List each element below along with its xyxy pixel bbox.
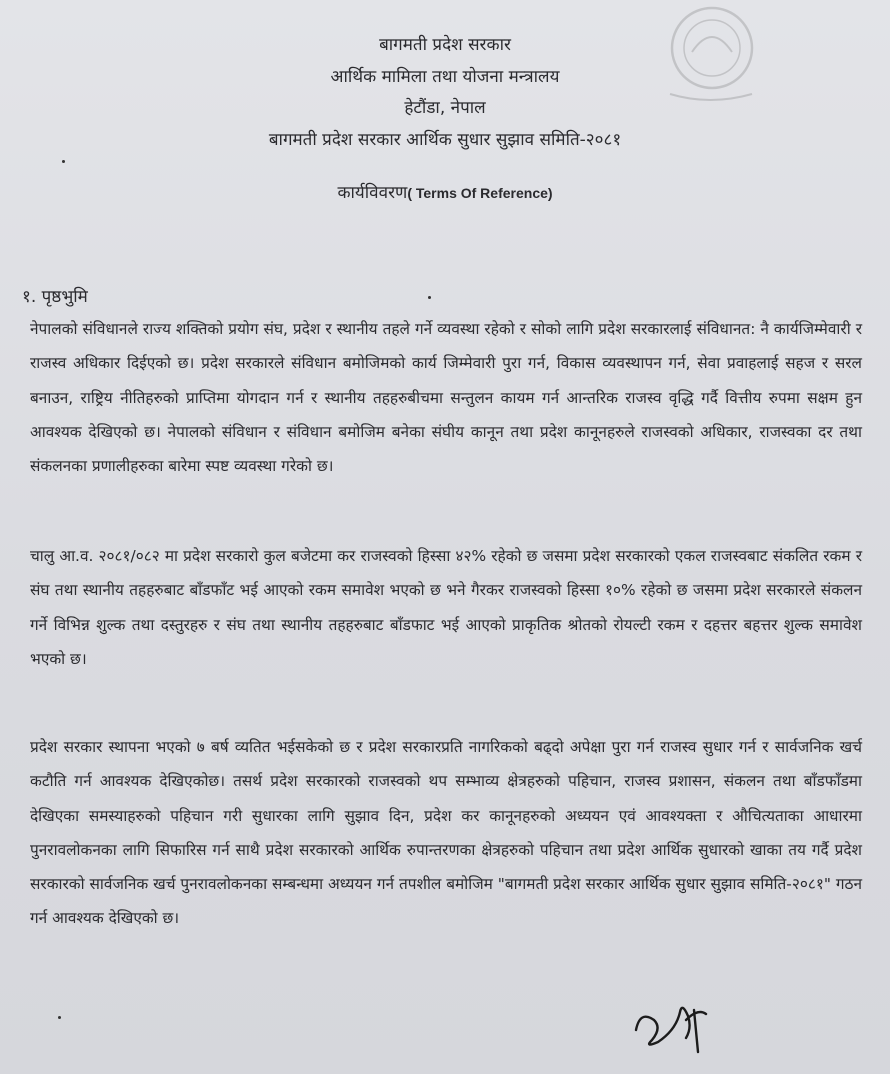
tor-close-paren: ) — [547, 185, 553, 201]
tor-nepali: कार्यविवरण — [337, 183, 408, 203]
paragraph-committee-formation: प्रदेश सरकार स्थापना भएको ७ बर्ष व्यतित भईसकेको छ र प्रदेश सरकारप्रति नागरिकको बढ्दो अपेक्षा पुरा गर्न राजस्व सुधार गर्न र सार्वजनिक खर्च कटौति गर्न आवश्यक देखिएकोछ। तसर्थ प्रदेश सरकारको राजस्वको थप सम्भाव्य क्षेत्रहरुको पहिचान, राजस्व प्रशासन, संकलन तथा बाँडफाँडमा देखिएका समस्याहरुको पहिचान गरी सुधारका लागि सुझाव दिन, प्रदेश कर कानूनहरुको अध्ययन एवं आवश्यक्ता र औचित्यताका आधारमा पुनरावलोकनका लागि सिफारिस गर्न साथै प्रदेश सरकारको आर्थिक रुपान्तरणका क्षेत्रहरुको पहिचान तथा प्रदेश आर्थिक सुधारको खाका तय गर्दै प्रदेश सरकारको सार्वजनिक खर्च पुनरावलोकनका सम्बन्धमा अध्ययन गर्न तपशील बमोजिम "बागमती प्रदेश सरकार आर्थिक सुधार सुझाव समिति-२०८१" गठन गर्न आवश्यक देखिएको छ। — [30, 738, 862, 928]
speck-mark — [428, 296, 431, 299]
paragraph-budget: चालु आ.व. २०८१/०८२ मा प्रदेश सरकारो कुल बजेटमा कर राजस्वको हिस्सा ४२% रहेको छ जसमा प्रदेश सरकारको एकल राजस्वबाट संकलित रकम र संघ तथा स्थानीय तहहरुबाट बाँडफाँट भई आएको रकम समावेश भएको छ भने गैरकर राजस्वको हिस्सा १०% रहेको छ जसमा प्रदेश सरकारले संकलन गर्ने विभिन्न शुल्क तथा दस्तुरहरु र संघ तथा स्थानीय तहहरुबाट बाँडफाट भई आएको प्राकृतिक श्रोतको रोयल्टी रकम र दहत्तर बहत्तर शुल्क समावेश भएको छ। — [30, 547, 862, 668]
signature-mark — [628, 990, 718, 1060]
tor-english: Terms Of Reference — [411, 185, 548, 201]
tor-open-paren: ( — [407, 185, 412, 201]
paragraph-constitution: नेपालको संविधानले राज्य शक्तिको प्रयोग संघ, प्रदेश र स्थानीय तहले गर्ने व्यवस्था रहेको र सोको लागि प्रदेश सरकारलाई संविधानत: नै कार्यजिम्मेवारी र राजस्व अधिकार दिईएको छ। प्रदेश सरकारले संविधान बमोजिमको कार्य जिम्मेवारी पुरा गर्न, विकास व्यवस्थापन गर्न, सेवा प्रवाहलाई सहज र सरल बनाउन, राष्ट्रिय नीतिहरुको प्राप्तिमा योगदान गर्न र स्थानीय तहहरुबीचमा सन्तुलन कायम गर्न आन्तरिक राजस्व वृद्धि गर्दै वित्तीय रुपमा सक्षम हुन आवश्यक देखिएको छ। नेपालको संविधान र संविधान बमोजिम बनेका संघीय कानून तथा प्रदेश कानूनहरुले राजस्वको अधिकार, राजस्वका दर तथा संकलनका प्रणालीहरुका बारेमा स्पष्ट व्यवस्था गरेको छ। — [30, 320, 862, 476]
header-government: बागमती प्रदेश सरकार — [379, 35, 511, 55]
document-header — [0, 30, 890, 156]
speck-mark — [62, 160, 65, 163]
speck-mark — [58, 1016, 61, 1019]
header-location: हेटौंडा, नेपाल — [404, 98, 486, 118]
header-committee: बागमती प्रदेश सरकार आर्थिक सुधार सुझाव समिति-२०८१ — [268, 129, 622, 150]
terms-of-reference-title — [0, 180, 890, 203]
section-heading-background: १. पृष्ठभुमि — [22, 287, 88, 307]
header-ministry: आर्थिक मामिला तथा योजना मन्त्रालय — [330, 66, 560, 87]
